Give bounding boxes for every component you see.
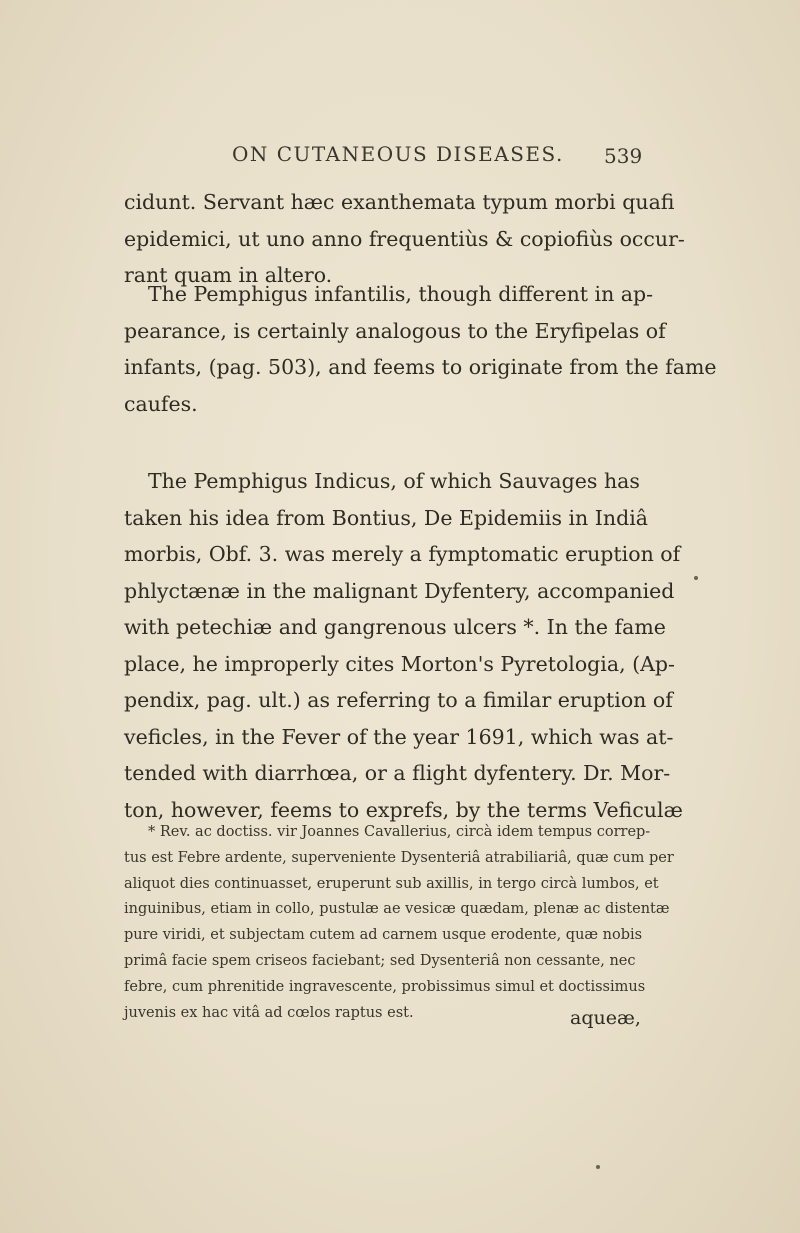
text-line: ton, however, feems to exprefs, by the terms Veficulæ [124, 797, 683, 822]
text-line: caufes. [124, 391, 198, 416]
text-line: tended with diarrhœa, or a flight dyfentery. Dr. Mor- [124, 761, 671, 785]
footnote-line: juvenis ex hac vitâ ad cœlos raptus est. [124, 1004, 414, 1021]
paragraph-2 [124, 276, 717, 422]
paper-speck [694, 576, 698, 580]
paragraph-3 [124, 463, 683, 828]
page-number: 539 [604, 144, 643, 168]
footnote-line: aliquot dies continuasset, eruperunt sub axillis, in tergo circà lumbos, et [124, 875, 659, 892]
text-line: taken his idea from Bontius, De Epidemiis in Indiâ [124, 505, 648, 530]
footnote-line: primâ facie spem criseos faciebant; sed Dysenteriâ non cessante, nec [124, 952, 636, 969]
text-line: place, he improperly cites Morton's Pyretologia, (Ap- [124, 651, 675, 676]
text-line: veficles, in the Fever of the year 1691, which was at- [124, 724, 674, 749]
text-line: epidemici, ut uno anno frequentiùs & copiofiùs occur- [124, 226, 685, 251]
footnote-line: tus est Febre ardente, superveniente Dysenteriâ atrabiliariâ, quæ cum per [124, 849, 674, 866]
catchword: aqueæ, [570, 1007, 641, 1029]
footnote-line: pure viridi, et subjectam cutem ad carnem usque erodente, quæ nobis [124, 927, 643, 944]
text-line: The Pemphigus infantilis, though different in ap- [148, 282, 654, 306]
footnote [124, 820, 674, 1026]
paper-speck [596, 1165, 600, 1169]
text-line: rant quam in altero. [124, 263, 333, 287]
text-line: infants, (pag. 503), and feems to originate from the fame [124, 355, 717, 379]
footnote-line: * Rev. ac doctiss. vir Joannes Cavallerius, circà idem tempus correp- [148, 824, 651, 840]
text-line: pearance, is certainly analogous to the Eryfipelas of [124, 318, 666, 343]
footnote-line: febre, cum phrenitide ingravescente, probissimus simul et doctissimus [124, 978, 646, 995]
text-line: with petechiæ and gangrenous ulcers *. In the fame [124, 615, 666, 639]
text-line: phlyctænæ in the malignant Dyfentery, accompanied [124, 578, 675, 603]
text-line: The Pemphigus Indicus, of which Sauvages has [148, 469, 640, 493]
footnote-line: inguinibus, etiam in collo, pustulæ ae vesicæ quædam, plenæ ac distentæ [124, 901, 670, 918]
text-line: pendix, pag. ult.) as referring to a fimilar eruption of [124, 688, 673, 712]
text-line: morbis, Obf. 3. was merely a fymptomatic eruption of [124, 542, 681, 566]
text-line: cidunt. Servant hæc exanthemata typum morbi quafi [124, 190, 675, 214]
running-head: ON CUTANEOUS DISEASES. [232, 142, 564, 166]
